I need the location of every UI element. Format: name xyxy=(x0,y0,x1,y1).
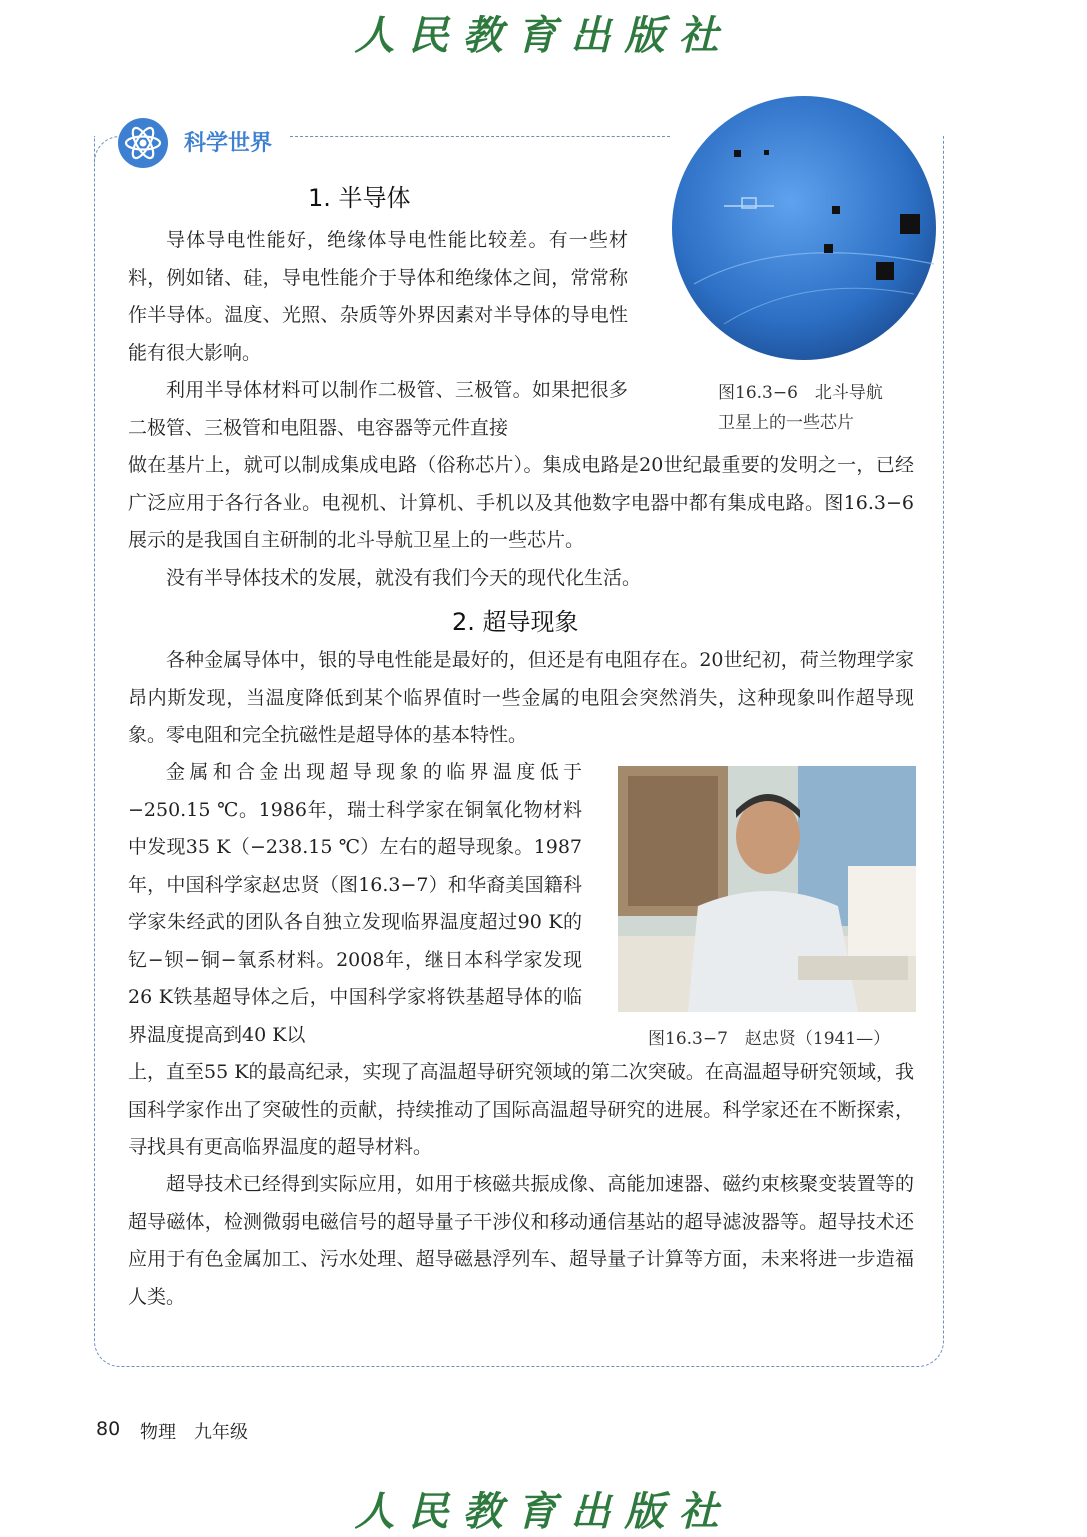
figure-16-3-6-caption-line2: 卫星上的一些芯片 xyxy=(718,413,854,433)
paragraph-superconductivity-1: 各种金属导体中，银的导电性能是最好的，但还是有电阻存在。20世纪初，荷兰物理学家昂内斯发现，当温度降低到某个临界值时一些金属的电阻会突然消失，这种现象叫作超导现象。零电阻和完全抗磁性是超导体的基本特性。 xyxy=(128,649,914,746)
heading-semiconductor: 1. 半导体 xyxy=(308,184,411,212)
heading-superconductivity: 2. 超导现象 xyxy=(452,608,579,636)
section-title: 科学世界 xyxy=(184,131,273,156)
publisher-logo-bottom: 人民教育出版社 xyxy=(354,1488,733,1535)
figure-16-3-7-caption: 图16.3−7 赵忠贤（1941—） xyxy=(648,1029,891,1049)
publisher-logo-top: 人民教育出版社 xyxy=(354,12,733,59)
atom-icon xyxy=(118,118,168,168)
page-number: 80 xyxy=(96,1418,121,1440)
zhao-zhongxian-photo xyxy=(618,766,916,1012)
paragraph-superconductivity-2b: 上，直至55 K的最高纪录，实现了高温超导研究领域的第二次突破。在高温超导研究领域，我国科学家作出了突破性的贡献，持续推动了国际高温超导研究的进展。科学家还在不断探索，寻找具有更高临界温度的超导材料。 xyxy=(128,1061,914,1158)
paragraph-semiconductor-1: 导体导电性能好，绝缘体导电性能比较差。有一些材料，例如锗、硅，导电性能介于导体和绝缘体之间，常常称作半导体。温度、光照、杂质等外界因素对半导体的导电性能有很大影响。 xyxy=(128,229,628,364)
figure-16-3-6-caption-line1: 图16.3−6 北斗导航 xyxy=(718,383,883,403)
paragraph-semiconductor-2b: 做在基片上，就可以制成集成电路（俗称芯片）。集成电路是20世纪最重要的发明之一，已经广泛应用于各行各业。电视机、计算机、手机以及其他数字电器中都有集成电路。图16.3−6展示的是我国自主研制的北斗导航卫星上的一些芯片。 xyxy=(128,454,914,551)
beidou-chips-image xyxy=(664,94,950,362)
paragraph-semiconductor-2a: 利用半导体材料可以制作二极管、三极管。如果把很多二极管、三极管和电阻器、电容器等元件直接 xyxy=(128,379,628,439)
paragraph-superconductivity-3: 超导技术已经得到实际应用，如用于核磁共振成像、高能加速器、磁约束核聚变装置等的超导磁体，检测微弱电磁信号的超导量子干涉仪和移动通信基站的超导滤波器等。超导技术还应用于有色金属加工、污水处理、超导磁悬浮列车、超导量子计算等方面，未来将进一步造福人类。 xyxy=(128,1173,914,1308)
paragraph-superconductivity-2a: 金属和合金出现超导现象的临界温度低于−250.15 ℃。1986年，瑞士科学家在铜氧化物材料中发现35 K（−238.15 ℃）左右的超导现象。1987年，中国科学家赵忠贤（图16.3−7）和华裔美国籍科学家朱经武的团队各自独立发现临界温度超过90 K的钇−钡−铜−氧系材料。2008年，继日本科学家发现26 K铁基超导体之后，中国科学家将铁基超导体的临界温度提高到40 K以 xyxy=(128,761,582,1046)
book-subject: 物理 九年级 xyxy=(140,1422,248,1443)
paragraph-semiconductor-3: 没有半导体技术的发展，就没有我们今天的现代化生活。 xyxy=(166,567,642,589)
